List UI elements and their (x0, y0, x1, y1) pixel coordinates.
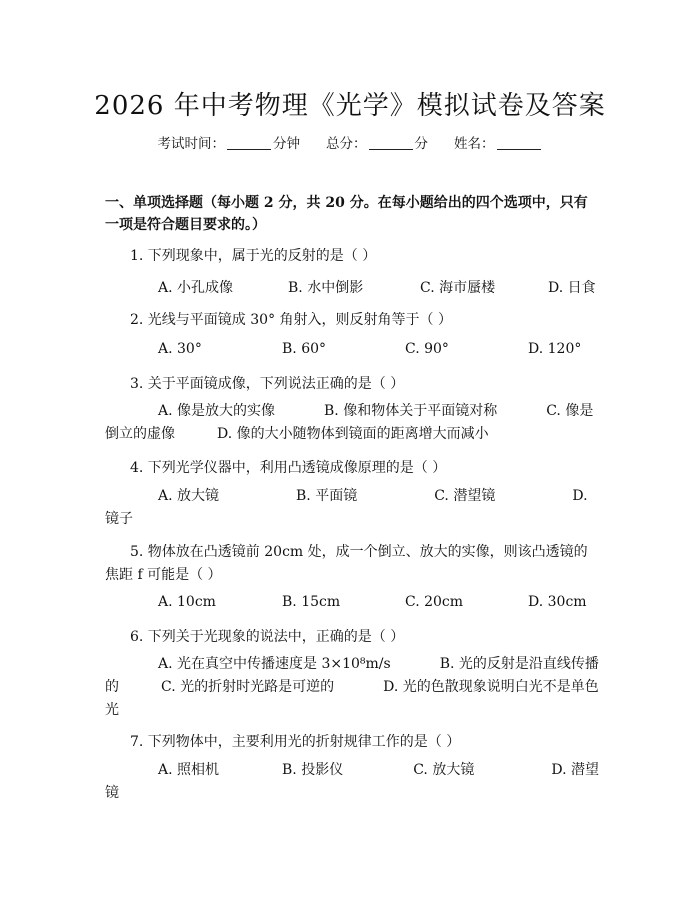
time-label: 考试时间： (157, 136, 225, 152)
option-c: C. 20cm (405, 594, 464, 610)
option-a: A. 照相机 (158, 762, 220, 778)
score-label: 总分： (326, 136, 367, 152)
time-unit: 分钟 (273, 136, 300, 152)
question-7-stem: 7. 下列物体中，主要利用光的折射规律工作的是（ ） (130, 734, 461, 750)
question-2-stem: 2. 光线与平面镜成 30° 角射入，则反射角等于（ ） (130, 312, 452, 328)
option-d: D. 120° (528, 341, 582, 357)
option-c: C. 海市蜃楼 (420, 280, 496, 296)
name-label: 姓名： (454, 136, 495, 152)
page-title: 2026 年中考物理《光学》模拟试卷及答案 (94, 91, 606, 121)
option-d: D. 日食 (548, 280, 596, 296)
option-b: B. 60° (282, 341, 327, 357)
option-a: A. 像是放大的实像 (158, 403, 276, 419)
question-5-stem: 5. 物体放在凸透镜前 20cm 处，成一个倒立、放大的实像，则该凸透镜的焦距 f 可能是（ ） (105, 544, 588, 583)
option-b: B. 光的反射是沿直线传播的 (105, 656, 599, 695)
question-3-stem: 3. 关于平面镜成像，下列说法正确的是（ ） (130, 376, 405, 392)
option-c: C. 潜望镜 (434, 488, 496, 504)
question-4-stem: 4. 下列光学仪器中，利用凸透镜成像原理的是（ ） (130, 460, 447, 476)
question-1-stem: 1. 下列现象中，属于光的反射的是（ ） (130, 248, 377, 264)
option-d: D. 镜子 (105, 488, 588, 527)
time-blank (227, 136, 271, 150)
option-b: B. 投影仪 (282, 762, 344, 778)
option-a: A. 光在真空中传播速度是 3×10⁸m/s (158, 656, 391, 672)
name-blank (497, 136, 541, 150)
option-c: C. 放大镜 (413, 762, 475, 778)
option-c: C. 像是倒立的虚像 (105, 403, 594, 442)
score-blank (369, 136, 413, 150)
option-a: A. 10cm (158, 594, 216, 610)
option-d: D. 潜望镜 (105, 762, 599, 801)
option-b: B. 像和物体关于平面镜对称 (324, 403, 498, 419)
question-6-stem: 6. 下列关于光现象的说法中，正确的是（ ） (130, 629, 405, 645)
option-a: A. 放大镜 (158, 488, 220, 504)
option-d: D. 像的大小随物体到镜面的距离增大而减小 (217, 426, 489, 442)
option-b: B. 水中倒影 (288, 280, 364, 296)
option-b: B. 平面镜 (296, 488, 358, 504)
option-c: C. 光的折射时光路是可逆的 (161, 679, 335, 695)
question-4-options (105, 485, 600, 531)
option-a: A. 小孔成像 (158, 280, 234, 296)
option-a: A. 30° (158, 341, 202, 357)
option-d: D. 30cm (528, 594, 587, 610)
question-7-options (105, 759, 600, 805)
question-6-options (105, 653, 600, 722)
option-b: B. 15cm (282, 594, 341, 610)
exam-info-line (0, 132, 700, 152)
score-unit: 分 (414, 136, 428, 152)
question-3-options (105, 400, 600, 446)
option-c: C. 90° (405, 341, 449, 357)
section-heading: 一、单项选择题（每小题 2 分，共 20 分。在每小题给出的四个选项中，只有一项是符合题目要求的。） (105, 195, 588, 233)
option-d: D. 光的色散现象说明白光不是单色光 (105, 679, 599, 718)
